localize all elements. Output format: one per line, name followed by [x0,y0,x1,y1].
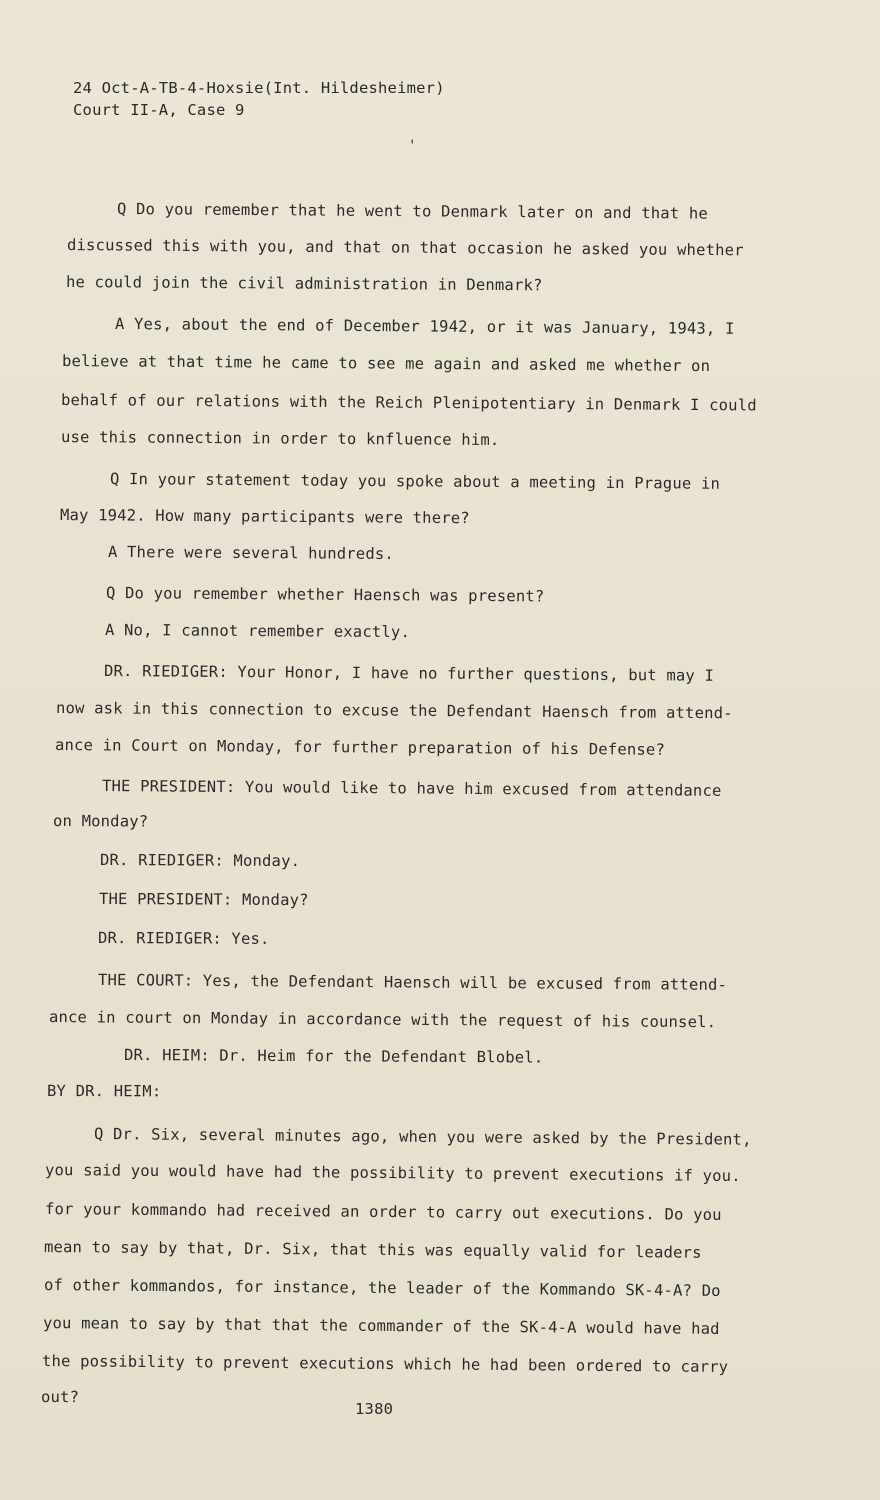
text-line: for your kommando had received an order to carry out executions. Do you [44,1200,722,1224]
text-line: THE PRESIDENT: You would like to have him excused from attendance [101,777,722,800]
text-line: A No, I cannot remember exactly. [104,621,411,642]
header-line-1: 24 Oct-A-TB-4-Hoxsie(Int. Hildesheimer) [73,79,445,97]
text-line: DR. RIEDIGER: Monday. [99,851,301,871]
text-line: A There were several hundreds. [107,543,395,563]
text-line: A Yes, about the end of December 1942, or it was January, 1943, I [114,315,735,338]
text-line: you said you would have had the possibility to prevent executions if you. [44,1161,741,1186]
text-line: the possibility to prevent executions which he had been ordered to carry [41,1352,729,1376]
text-line: use this connection in order to knfluence him. [60,428,500,450]
text-line: now ask in this connection to excuse the Defendant Haensch from attend- [55,699,733,723]
pencil-mark: ' [408,138,417,154]
text-line: on Monday? [52,812,149,831]
text-line: you mean to say by that that the commander of the SK-4-A would have had [42,1314,720,1338]
text-line: Q Do you remember whether Haensch was present? [105,584,545,606]
text-line: BY DR. HEIM: [46,1082,162,1101]
text-line: THE COURT: Yes, the Defendant Haensch will be excused from attend- [97,971,728,994]
text-line: discussed this with you, and that on that occasion he asked you whether [66,236,744,260]
text-line: ance in Court on Monday, for further preparation of his Defense? [54,736,666,759]
text-line: of other kommandos, for instance, the leader of the Kommando SK-4-A? Do [43,1276,721,1300]
text-line: believe at that time he came to see me again and asked me whether on [61,352,711,376]
text-line: May 1942. How many participants were there? [59,506,470,528]
header-line-2: Court II-A, Case 9 [73,101,245,119]
text-line: ance in court on Monday in accordance with the request of his counsel. [48,1008,717,1032]
text-line: Q Do you remember that he went to Denmark later on and that he [116,200,709,223]
text-line: out? [40,1388,80,1407]
text-line: Q In your statement today you spoke about a meeting in Prague in [109,470,721,493]
text-line: behalf of our relations with the Reich Plenipotentiary in Denmark I could [60,391,757,415]
text-line: DR. RIEDIGER: Yes. [97,929,270,948]
document-header [73,77,445,121]
text-line: he could join the civil administration in Denmark? [65,273,543,295]
page-number: 1380 [355,1400,394,1418]
text-line: Q Dr. Six, several minutes ago, when you were asked by the President, [93,1125,752,1149]
text-line: THE PRESIDENT: Monday? [98,890,309,910]
text-line: mean to say by that, Dr. Six, that this was equally valid for leaders [43,1238,702,1262]
text-line: DR. RIEDIGER: Your Honor, I have no further questions, but may I [103,662,715,685]
text-line: DR. HEIM: Dr. Heim for the Defendant Blobel. [123,1046,544,1067]
